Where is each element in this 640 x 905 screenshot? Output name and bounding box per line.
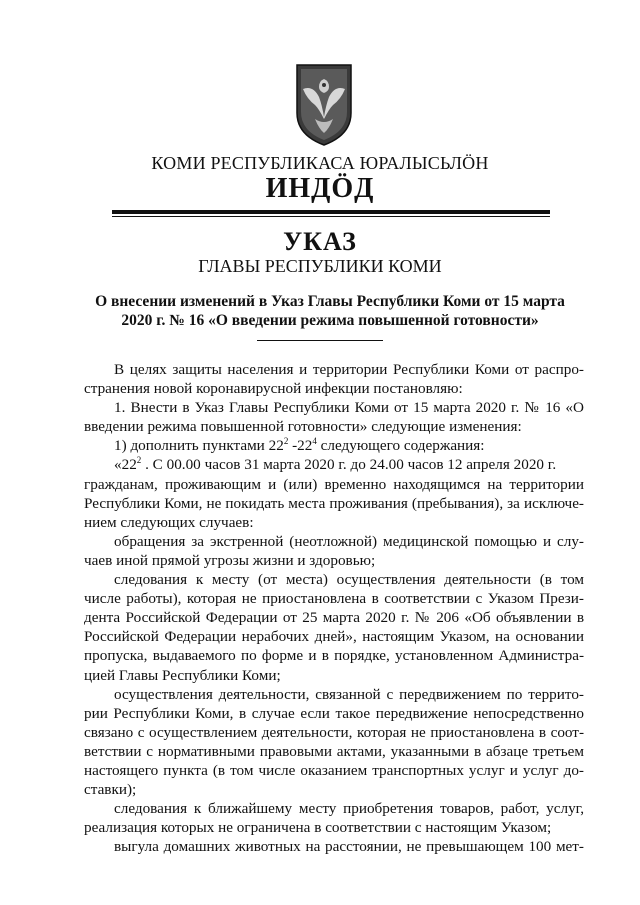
superscript: 4 bbox=[312, 436, 317, 447]
document-heading bbox=[80, 292, 580, 330]
body-text-fragment: . С 00.00 часов 31 марта 2020 г. до 24.00 часов 12 апреля 2020 г. bbox=[141, 456, 557, 474]
body-text-fragment: -22 bbox=[288, 437, 313, 455]
superscript: 2 bbox=[136, 455, 142, 466]
body-line: 1. Внести в Указ Главы Республики Коми от 15 марта 2020 г. № 16 «О bbox=[114, 399, 584, 417]
header-divider-thick bbox=[112, 210, 550, 214]
body-line: Республики Коми, не покидать места проживания (пребывания), за исключе- bbox=[84, 494, 584, 512]
superscript: 2 bbox=[283, 436, 289, 447]
body-line: пропуска, выдаваемого по форме и в порядке, установленном Администра- bbox=[84, 647, 584, 665]
body-line: дента Российской Федерации от 25 марта 2020 г. № 206 «Об объявлении в bbox=[84, 609, 584, 627]
coat-of-arms-emblem bbox=[295, 63, 353, 147]
document-type-komi: ИНДÖД bbox=[265, 173, 375, 204]
body-line: Российской Федерации нерабочих дней», настоящим Указом, на основании bbox=[84, 628, 584, 646]
heading-line: 2020 г. № 16 «О введении режима повышенной готовности» bbox=[121, 312, 539, 330]
body-line bbox=[84, 455, 584, 474]
body-line: нием следующих случаев: bbox=[84, 513, 254, 531]
body-line: осуществления деятельности, связанной с передвижением по террито- bbox=[114, 685, 584, 703]
document-type: УКАЗ bbox=[283, 227, 357, 256]
body-line: реализация которых не ограничена в соответствии с настоящим Указом; bbox=[84, 819, 552, 837]
body-line: гражданам, проживающим и (или) временно находящимся на территории bbox=[84, 475, 584, 493]
body-line bbox=[84, 436, 584, 455]
body-line: следования к ближайшему месту приобретения товаров, работ, услуг, bbox=[114, 800, 584, 818]
body-text-fragment: 1) дополнить пунктами 22 bbox=[114, 437, 284, 455]
body-line: следования к месту (от места) осуществления деятельности (в том bbox=[114, 571, 584, 589]
body-line: связано с осуществлением деятельности, которая не приостановлена в соот- bbox=[84, 723, 584, 741]
heading-divider bbox=[257, 340, 383, 341]
body-line: ветствии с нормативными правовыми актами, указанными в абзаце третьем bbox=[84, 742, 584, 760]
body-text-fragment: «22 bbox=[114, 456, 137, 474]
body-line: введении режима повышенной готовности» следующие изменения: bbox=[84, 418, 522, 436]
body-line: ставки); bbox=[84, 781, 137, 799]
issuer-title: ГЛАВЫ РЕСПУБЛИКИ КОМИ bbox=[198, 256, 442, 276]
body-line: странения новой коронавирусной инфекции постановляю: bbox=[84, 380, 463, 398]
header-divider-thin bbox=[112, 216, 550, 217]
body-line: рии Республики Коми, в случае если такое передвижение непосредственно bbox=[84, 704, 584, 722]
body-line: обращения за экстренной (неотложной) медицинской помощью и слу- bbox=[114, 532, 584, 550]
republic-name: КОМИ РЕСПУБЛИКАСА ЮРАЛЫСЬЛÖН bbox=[151, 153, 489, 173]
body-line: числе работы), которая не приостановлена в соответствии с Указом Прези- bbox=[84, 590, 584, 608]
body-line: В целях защиты населения и территории Республики Коми от распро- bbox=[114, 361, 584, 378]
document-body bbox=[84, 360, 584, 856]
body-text-fragment: следующего содержания: bbox=[316, 437, 485, 455]
body-line: чаев иной прямой угрозы жизни и здоровью; bbox=[84, 551, 376, 569]
heading-line: О внесении изменений в Указ Главы Республики Коми от 15 марта bbox=[95, 293, 565, 310]
body-line: настоящего пункта (в том числе оказанием транспортных услуг и услуг до- bbox=[84, 761, 584, 779]
body-line: выгула домашних животных на расстоянии, не превышающем 100 мет- bbox=[114, 838, 584, 856]
body-line: цией Главы Республики Коми; bbox=[84, 666, 281, 684]
